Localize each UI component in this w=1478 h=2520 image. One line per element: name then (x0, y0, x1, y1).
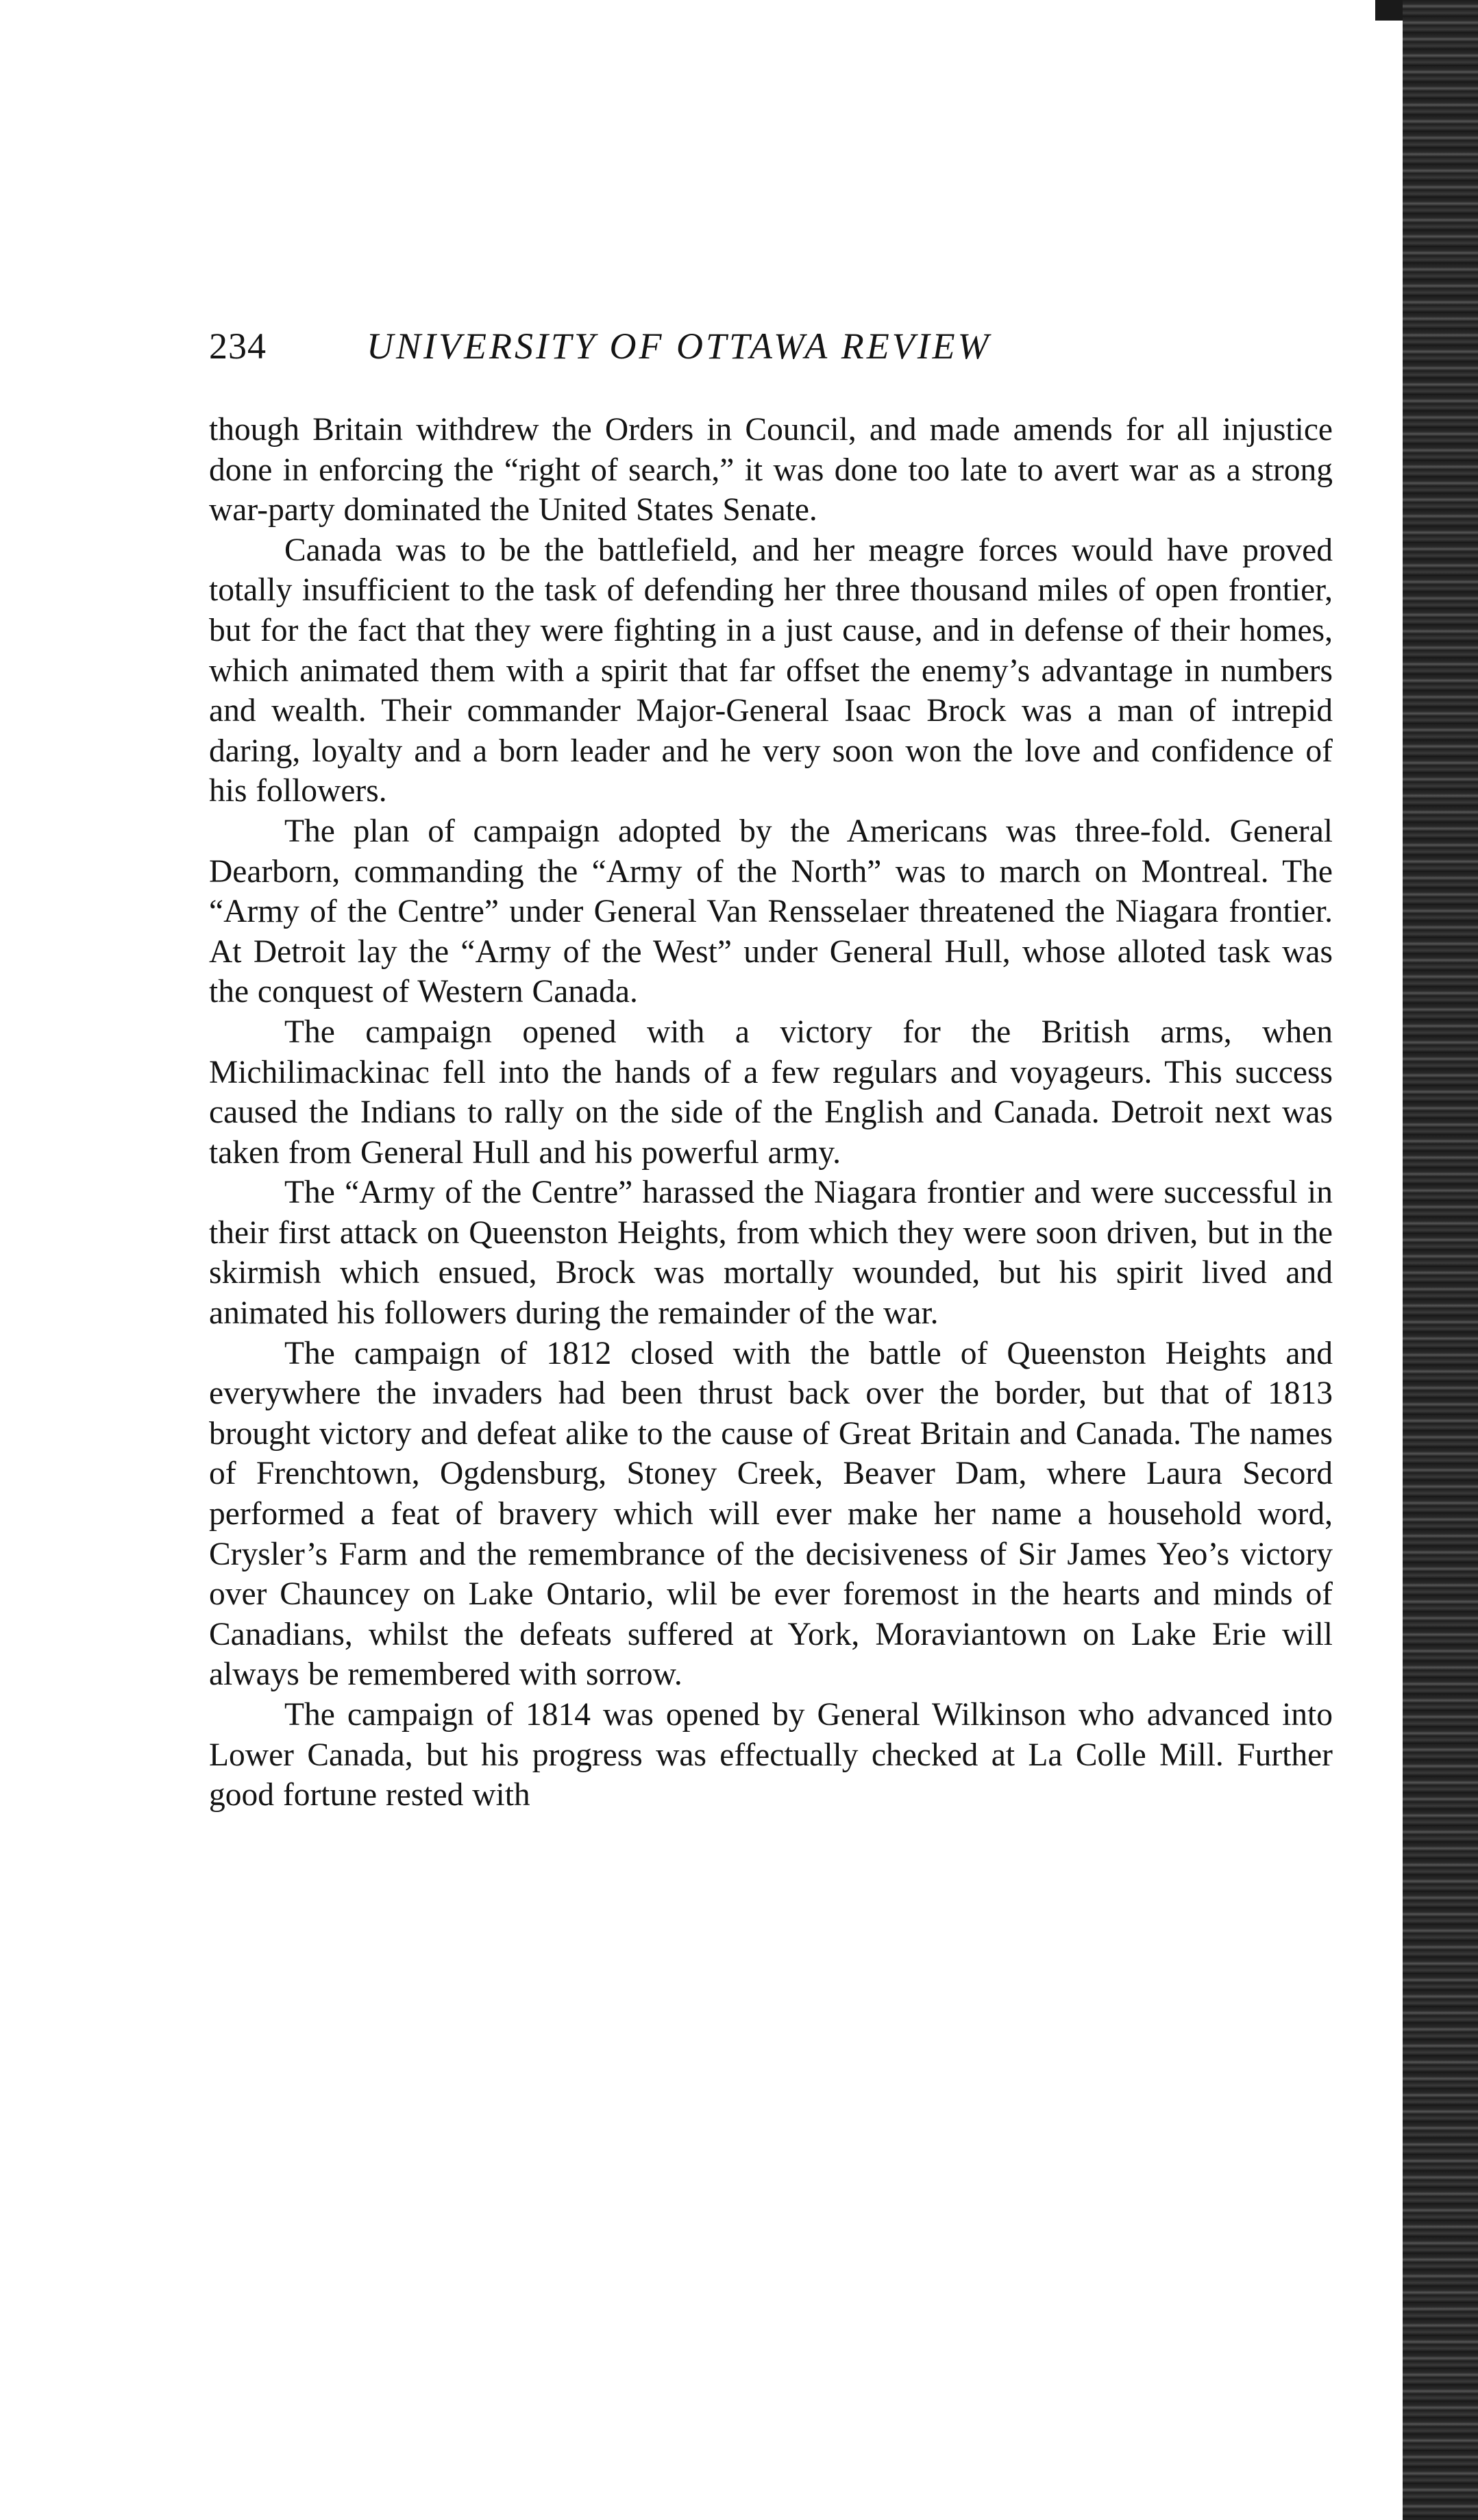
body-text (209, 410, 1333, 1815)
paragraph-plan-of-campaign: The plan of campaign adopted by the Americans was three-fold. General Dearborn, commanding the “Army of the North” was to march on Montreal. The “Army of the Centre” under General Van Rensselaer threatened the Niagara frontier. At Detroit lay the “Army of the West” under General Hull, whose alloted task was the conquest of Western Canada. (209, 813, 1333, 1010)
paragraph-battlefield: Canada was to be the battlefield, and her meagre forces would have proved totally insufficient to the task of defending her three thousand miles of open frontier, but for the fact that they were fighting in a just cause, and in defense of their homes, which animated them with a spirit that far offset the enemy’s advantage in numbers and wealth. Their commander Major-General Isaac Brock was a man of intrepid daring, loyalty and a born leader and he very soon won the love and confidence of his followers. (209, 532, 1333, 809)
document-page (209, 322, 1333, 1815)
scan-binding-edge (1403, 0, 1478, 2520)
paragraph-campaign-opened: The campaign opened with a victory for the British arms, when Michilimackinac fell into the hands of a few regulars and voyageurs. This success caused the Indians to rally on the side of the English and Canada. Detroit next was taken from General Hull and his powerful army. (209, 1014, 1333, 1171)
paragraph-continuation: though Britain withdrew the Orders in Council, and made amends for all injustice done in enforcing the “right of search,” it was done too late to avert war as a strong war-party dominated the United States Senate. (209, 412, 1333, 528)
page-number: 234 (209, 326, 267, 367)
running-head (209, 322, 1333, 370)
paragraph-campaign-1814: The campaign of 1814 was opened by General Wilkinson who advanced into Lower Canada, but his progress was effectually checked at La Colle Mill. Further good fortune rested with (209, 1697, 1333, 1813)
paragraph-campaign-1812: The campaign of 1812 closed with the battle of Queenston Heights and everywhere the invaders had been thrust back over the border, but that of 1813 brought victory and defeat alike to the cause of Great Britain and Canada. The names of Frenchtown, Ogdensburg, Stoney Creek, Beaver Dam, where Laura Secord performed a feat of bravery which will ever make her name a household word, Crysler’s Farm and the remembrance of the decisiveness of Sir James Yeo’s victory over Chauncey on Lake Ontario, wlil be ever foremost in the hearts and minds of Canadians, whilst the defeats suffered at York, Moraviantown on Lake Erie will always be remembered with sorrow. (209, 1335, 1333, 1693)
paragraph-army-of-centre: The “Army of the Centre” harassed the Niagara frontier and were successful in their first attack on Queenston Heights, from which they were soon driven, but in the skirmish which ensued, Brock was mortally wounded, but his spirit lived and animated his followers during the remainder of the war. (209, 1175, 1333, 1332)
journal-title: UNIVERSITY OF OTTAWA REVIEW (367, 326, 992, 367)
